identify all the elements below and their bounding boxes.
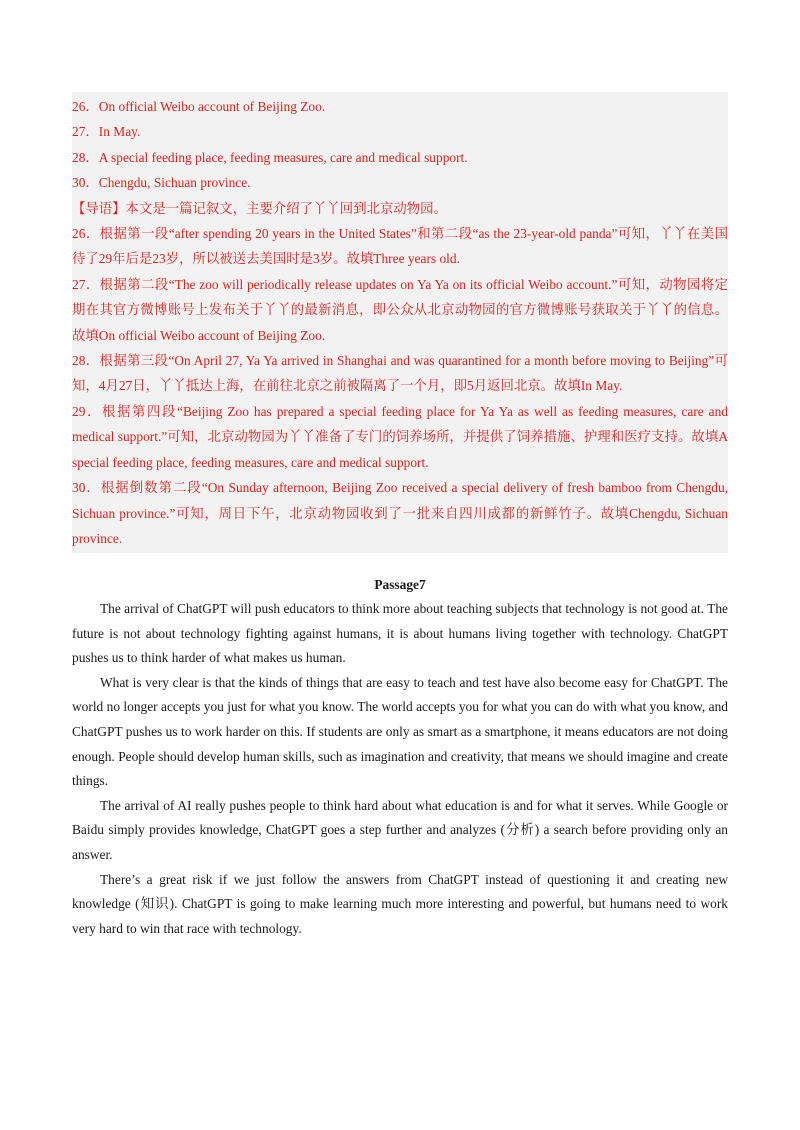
passage-title: Passage7: [374, 577, 426, 592]
answer-line: 30．Chengdu, Sichuan province.: [72, 175, 251, 191]
passage-paragraph: What is very clear is that the kinds of things that are easy to teach and test have also become easy for ChatGPT. The world no longer accepts you just for what you know. The world accepts you for what you can do with what you know, and ChatGPT pushes us to work harder on this. If students are only as smart as a smartphone, it means educators are not doing enough. People should develop human skills, such as imagination and creativity, that means we should imagine and create things.: [72, 674, 728, 789]
explanation-26: 26．根据第一段“after spending 20 years in the United States”和第二段“as the 23-year-old panda”可知，丫丫在美国待了29年后是23岁，所以被送去美国时是3岁。故填Three years old.: [72, 226, 728, 267]
passage-paragraph: There’s a great risk if we just follow the answers from ChatGPT instead of questioning it and creating new knowledge (知识). ChatGPT is going to make learning much more interesting and powerful, but humans need to work very hard to win that race with technology.: [72, 871, 728, 936]
passage-body: [72, 597, 728, 941]
answer-key-box: [72, 92, 728, 553]
explanation-30: 30．根据倒数第二段“On Sunday afternoon, Beijing Zoo received a special delivery of fresh bamboo from Chengdu, Sichuan province.”可知，周日下午，北京动物园收到了一批来自四川成都的新鲜竹子。故填Chengdu, Sichuan province.: [72, 480, 728, 546]
explanation-27: 27．根据第二段“The zoo will periodically release updates on Ya Ya on its official Weibo account.”可知，动物园将定期在其官方微博账号上发布关于丫丫的最新消息，即公众从北京动物园的官方微博账号获取关于丫丫的信息。故填On official Weibo account of Beijing Zoo.: [72, 276, 728, 343]
answer-line: 28．A special feeding place, feeding measures, care and medical support.: [72, 149, 468, 165]
passage-paragraph: The arrival of AI really pushes people to think hard about what education is and for what it serves. While Google or Baidu simply provides knowledge, ChatGPT goes a step further and analyzes (分析) a search before providing only an answer.: [72, 797, 728, 862]
explanation-28: 28．根据第三段“On April 27, Ya Ya arrived in Shanghai and was quarantined for a month before moving to Beijing”可知，4月27日，丫丫抵达上海，在前往北京之前被隔离了一个月，即5月返回北京。故填In May.: [72, 353, 728, 394]
answer-line: 27．In May.: [72, 124, 141, 140]
explanation-29: 29．根据第四段“Beijing Zoo has prepared a special feeding place for Ya Ya as well as feeding measures, care and medical support.”可知，北京动物园为丫丫准备了专门的饲养场所，并提供了饲养措施、护理和医疗支持。故填A special feeding place, feeding measures, care and medical support.: [72, 403, 728, 470]
guide-summary: 【导语】本文是一篇记叙文，主要介绍了丫丫回到北京动物园。: [72, 200, 447, 216]
answer-line: 26．On official Weibo account of Beijing Zoo.: [72, 99, 326, 114]
passage-paragraph: The arrival of ChatGPT will push educators to think more about teaching subjects that technology is not good at. The future is not about technology fighting against humans, it is about humans living together with technology. ChatGPT pushes us to think harder of what makes us human.: [72, 601, 728, 666]
